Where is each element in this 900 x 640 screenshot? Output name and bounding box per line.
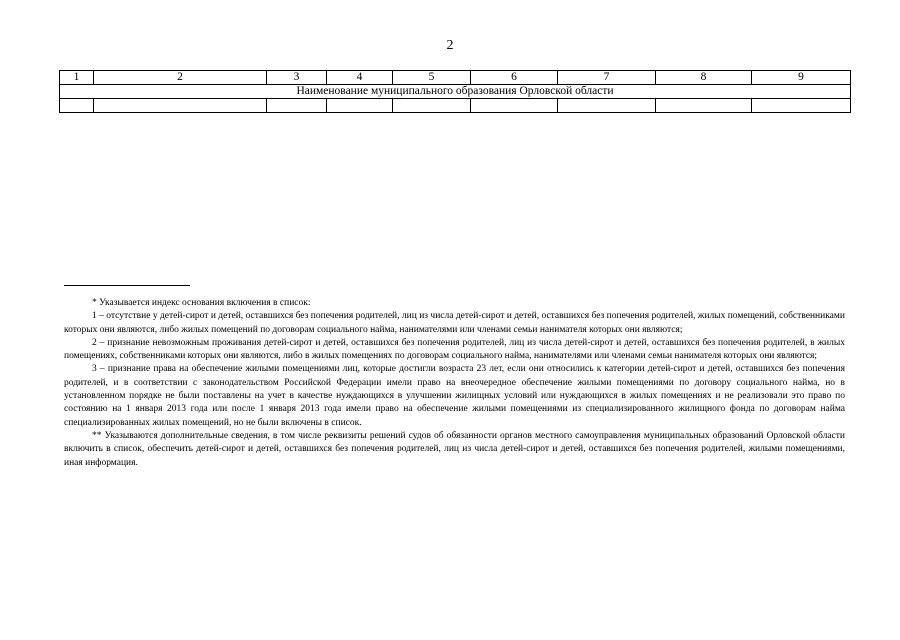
table-cell <box>558 99 656 113</box>
column-number: 3 <box>267 71 327 85</box>
region-title: Наименование муниципального образования Орловской области <box>60 85 851 99</box>
table-cell <box>393 99 471 113</box>
table-cell <box>471 99 558 113</box>
table-cell <box>327 99 393 113</box>
column-number: 6 <box>471 71 558 85</box>
column-number: 7 <box>558 71 656 85</box>
column-number: 5 <box>393 71 471 85</box>
column-number: 1 <box>60 71 94 85</box>
page-number: 2 <box>446 38 454 53</box>
table-row <box>60 99 851 113</box>
column-number: 4 <box>327 71 393 85</box>
table-cell <box>94 99 267 113</box>
table-header-row <box>60 71 851 85</box>
footnote-star: * Указывается индекс основания включения в список: <box>92 298 311 308</box>
data-table <box>59 70 851 113</box>
footnote-item-2: 2 – признание невозможным проживания детей-сирот и детей, оставшихся без попечения родителей, лиц из числа детей-сирот и детей, оставшихся без попечения родителей, в жилых помещениях, собственниками которых они являются, либо в жилых помещениях по договорам социального найма, нанимателями или членами семьи нанимателя которых они являются; <box>64 337 845 362</box>
region-title-row <box>60 85 851 99</box>
footnote-double-star: ** Указываются дополнительные сведения, в том числе реквизиты решений судов об обязанности органов местного самоуправления муниципальных образований Орловской области включить в список, обеспечить детей-сирот и детей, оставшихся без попечения родителей, лиц из числа детей-сирот и детей, оставшихся без попечения родителей, жилыми помещениями, иная информация. <box>64 430 845 468</box>
footnote-separator <box>64 285 190 286</box>
column-number: 2 <box>94 71 267 85</box>
footnote-item-1: 1 – отсутствие у детей-сирот и детей, оставшихся без попечения родителей, лиц из числа детей-сирот и детей, оставшихся без попечения родителей, жилых помещений, собственниками которых они являются, либо жилых помещений по договорам социального найма, нанимателями или членами семьи нанимателя которых они являются; <box>64 311 845 335</box>
column-number: 8 <box>656 71 752 85</box>
table-cell <box>752 99 851 113</box>
footnote-item-3: 3 – признание права на обеспечение жилыми помещениями лиц, которые достигли возраста 23 лет, если они относились к категории детей-сирот и детей, оставшихся без попечения родителей, и в соответствии с законодательством Российской Федерации имели право на внеочередное обеспечение жилыми помещениями по договору социального найма, но в установленном порядке не были поставлены на учет в качестве нуждающихся в улучшении жилищных условий или нуждающихся в жилых помещениях и не реализовали это право по состоянию на 1 января 2013 года или после 1 января 2013 года имели право на обеспечение жилыми помещениями из специализированного жилищного фонда по договорам найма специализированных жилых помещений, но не были включены в список. <box>64 364 845 428</box>
footnotes <box>64 297 845 470</box>
table-cell <box>656 99 752 113</box>
table-cell <box>267 99 327 113</box>
table-cell <box>60 99 94 113</box>
column-number: 9 <box>752 71 851 85</box>
